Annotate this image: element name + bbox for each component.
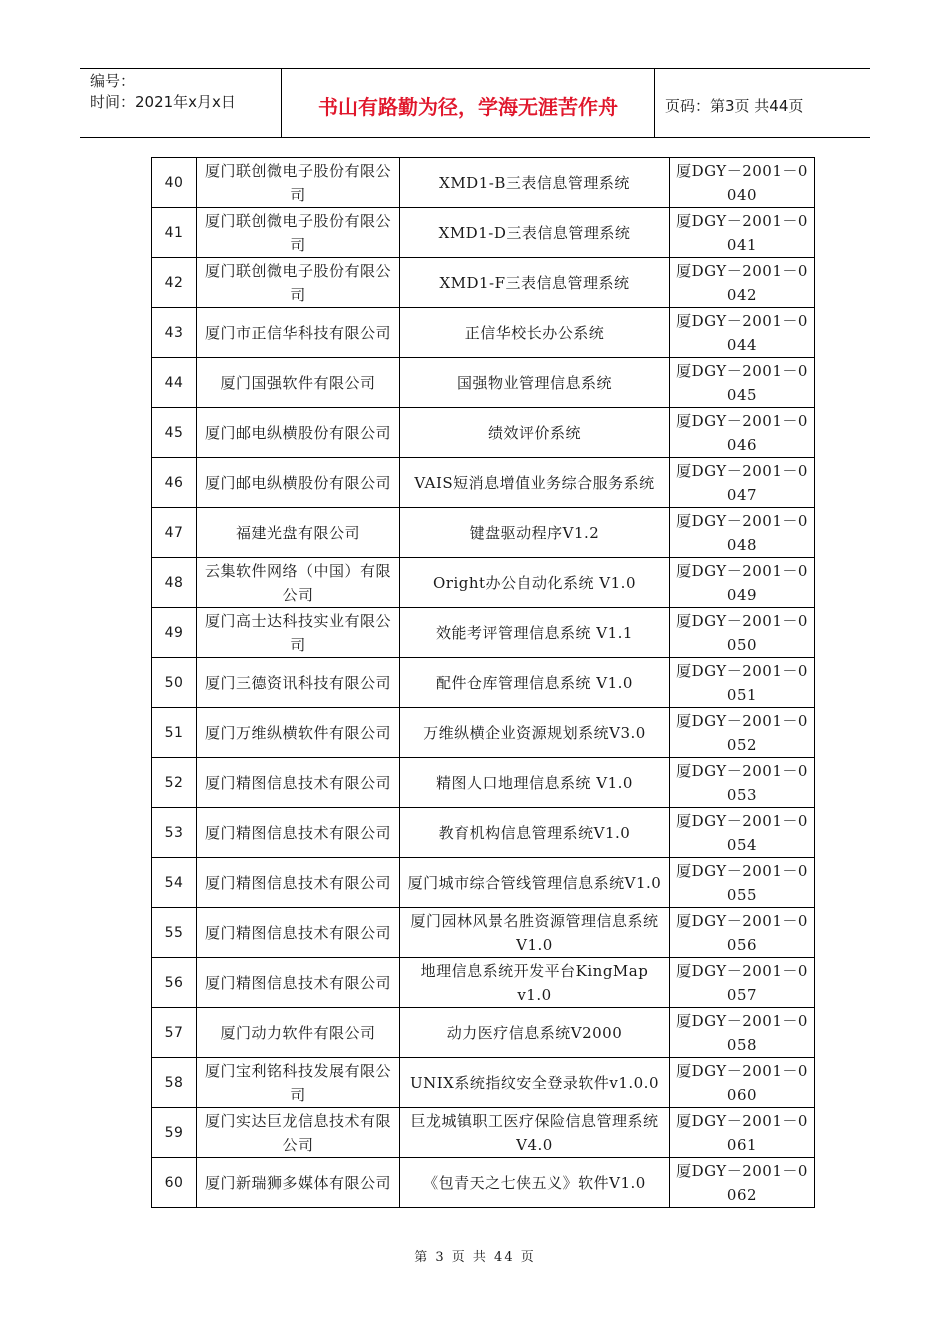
registration-id-cell: 厦DGY－2001－0055	[670, 858, 815, 908]
row-number-cell: 43	[152, 308, 197, 358]
table-row	[152, 758, 815, 808]
table-row	[152, 658, 815, 708]
row-number-cell: 56	[152, 958, 197, 1008]
table-row	[152, 1008, 815, 1058]
header-page-code: 页码：第3页 共44页	[665, 96, 804, 115]
table-row	[152, 258, 815, 308]
company-name-cell: 厦门新瑞狮多媒体有限公司	[197, 1158, 400, 1208]
software-name-cell: XMD1-F三表信息管理系统	[400, 258, 670, 308]
registration-id-cell: 厦DGY－2001－0062	[670, 1158, 815, 1208]
row-number-cell: 52	[152, 758, 197, 808]
software-name-cell: 键盘驱动程序V1.2	[400, 508, 670, 558]
software-name-cell: XMD1-B三表信息管理系统	[400, 158, 670, 208]
software-name-cell: XMD1-D三表信息管理系统	[400, 208, 670, 258]
registration-id-cell: 厦DGY－2001－0042	[670, 258, 815, 308]
row-number-cell: 51	[152, 708, 197, 758]
company-name-cell: 厦门三德资讯科技有限公司	[197, 658, 400, 708]
company-name-cell: 云集软件网络（中国）有限公司	[197, 558, 400, 608]
software-name-cell: Oright办公自动化系统 V1.0	[400, 558, 670, 608]
registration-id-cell: 厦DGY－2001－0057	[670, 958, 815, 1008]
software-name-cell: 《包青天之七侠五义》软件V1.0	[400, 1158, 670, 1208]
table-row	[152, 208, 815, 258]
table-row	[152, 508, 815, 558]
table-row	[152, 1158, 815, 1208]
registration-table	[151, 157, 815, 1208]
software-name-cell: 地理信息系统开发平台KingMap v1.0	[400, 958, 670, 1008]
registration-id-cell: 厦DGY－2001－0050	[670, 608, 815, 658]
row-number-cell: 57	[152, 1008, 197, 1058]
company-name-cell: 厦门动力软件有限公司	[197, 1008, 400, 1058]
software-name-cell: 厦门城市综合管线管理信息系统V1.0	[400, 858, 670, 908]
company-name-cell: 厦门精图信息技术有限公司	[197, 808, 400, 858]
row-number-cell: 44	[152, 358, 197, 408]
company-name-cell: 福建光盘有限公司	[197, 508, 400, 558]
software-name-cell: 教育机构信息管理系统V1.0	[400, 808, 670, 858]
company-name-cell: 厦门国强软件有限公司	[197, 358, 400, 408]
company-name-cell: 厦门邮电纵横股份有限公司	[197, 458, 400, 508]
table-row	[152, 708, 815, 758]
row-number-cell: 47	[152, 508, 197, 558]
table-row	[152, 1058, 815, 1108]
software-name-cell: 精图人口地理信息系统 V1.0	[400, 758, 670, 808]
registration-id-cell: 厦DGY－2001－0054	[670, 808, 815, 858]
registration-id-cell: 厦DGY－2001－0052	[670, 708, 815, 758]
registration-id-cell: 厦DGY－2001－0040	[670, 158, 815, 208]
table-row	[152, 358, 815, 408]
registration-id-cell: 厦DGY－2001－0051	[670, 658, 815, 708]
software-name-cell: 效能考评管理信息系统 V1.1	[400, 608, 670, 658]
row-number-cell: 45	[152, 408, 197, 458]
registration-id-cell: 厦DGY－2001－0061	[670, 1108, 815, 1158]
table-row	[152, 1108, 815, 1158]
software-name-cell: 绩效评价系统	[400, 408, 670, 458]
row-number-cell: 59	[152, 1108, 197, 1158]
table-row	[152, 458, 815, 508]
row-number-cell: 53	[152, 808, 197, 858]
software-name-cell: 配件仓库管理信息系统 V1.0	[400, 658, 670, 708]
registration-id-cell: 厦DGY－2001－0044	[670, 308, 815, 358]
company-name-cell: 厦门精图信息技术有限公司	[197, 908, 400, 958]
row-number-cell: 55	[152, 908, 197, 958]
company-name-cell: 厦门联创微电子股份有限公司	[197, 158, 400, 208]
table-row	[152, 608, 815, 658]
registration-id-cell: 厦DGY－2001－0056	[670, 908, 815, 958]
software-name-cell: 国强物业管理信息系统	[400, 358, 670, 408]
row-number-cell: 46	[152, 458, 197, 508]
software-name-cell: 巨龙城镇职工医疗保险信息管理系统V4.0	[400, 1108, 670, 1158]
company-name-cell: 厦门高士达科技实业有限公司	[197, 608, 400, 658]
software-name-cell: UNIX系统指纹安全登录软件v1.0.0	[400, 1058, 670, 1108]
registration-id-cell: 厦DGY－2001－0048	[670, 508, 815, 558]
page-header	[80, 68, 870, 138]
header-slogan: 书山有路勤为径，学海无涯苦作舟	[282, 69, 655, 137]
software-name-cell: 万维纵横企业资源规划系统V3.0	[400, 708, 670, 758]
registration-id-cell: 厦DGY－2001－0041	[670, 208, 815, 258]
company-name-cell: 厦门市正信华科技有限公司	[197, 308, 400, 358]
registration-id-cell: 厦DGY－2001－0047	[670, 458, 815, 508]
table-row	[152, 158, 815, 208]
registration-id-cell: 厦DGY－2001－0060	[670, 1058, 815, 1108]
row-number-cell: 54	[152, 858, 197, 908]
company-name-cell: 厦门邮电纵横股份有限公司	[197, 408, 400, 458]
software-name-cell: 厦门园林风景名胜资源管理信息系统V1.0	[400, 908, 670, 958]
table-row	[152, 958, 815, 1008]
row-number-cell: 48	[152, 558, 197, 608]
row-number-cell: 40	[152, 158, 197, 208]
company-name-cell: 厦门联创微电子股份有限公司	[197, 258, 400, 308]
software-name-cell: VAIS短消息增值业务综合服务系统	[400, 458, 670, 508]
company-name-cell: 厦门精图信息技术有限公司	[197, 958, 400, 1008]
registration-id-cell: 厦DGY－2001－0049	[670, 558, 815, 608]
company-name-cell: 厦门精图信息技术有限公司	[197, 858, 400, 908]
company-name-cell: 厦门实达巨龙信息技术有限公司	[197, 1108, 400, 1158]
company-name-cell: 厦门联创微电子股份有限公司	[197, 208, 400, 258]
row-number-cell: 60	[152, 1158, 197, 1208]
document-number-label: 编号：	[90, 72, 136, 90]
company-name-cell: 厦门宝利铭科技发展有限公司	[197, 1058, 400, 1108]
registration-id-cell: 厦DGY－2001－0045	[670, 358, 815, 408]
company-name-cell: 厦门万维纵横软件有限公司	[197, 708, 400, 758]
header-meta	[80, 69, 282, 137]
registration-id-cell: 厦DGY－2001－0046	[670, 408, 815, 458]
table-row	[152, 858, 815, 908]
row-number-cell: 58	[152, 1058, 197, 1108]
table-row	[152, 408, 815, 458]
registration-id-cell: 厦DGY－2001－0058	[670, 1008, 815, 1058]
row-number-cell: 50	[152, 658, 197, 708]
row-number-cell: 49	[152, 608, 197, 658]
software-name-cell: 动力医疗信息系统V2000	[400, 1008, 670, 1058]
table-row	[152, 308, 815, 358]
company-name-cell: 厦门精图信息技术有限公司	[197, 758, 400, 808]
page-footer: 第 3 页 共 44 页	[414, 1250, 536, 1265]
software-name-cell: 正信华校长办公系统	[400, 308, 670, 358]
table-row	[152, 558, 815, 608]
document-time: 时间：2021年x月x日	[90, 93, 236, 111]
table-row	[152, 908, 815, 958]
table-row	[152, 808, 815, 858]
row-number-cell: 41	[152, 208, 197, 258]
registration-id-cell: 厦DGY－2001－0053	[670, 758, 815, 808]
row-number-cell: 42	[152, 258, 197, 308]
registration-table-body	[152, 158, 815, 1208]
